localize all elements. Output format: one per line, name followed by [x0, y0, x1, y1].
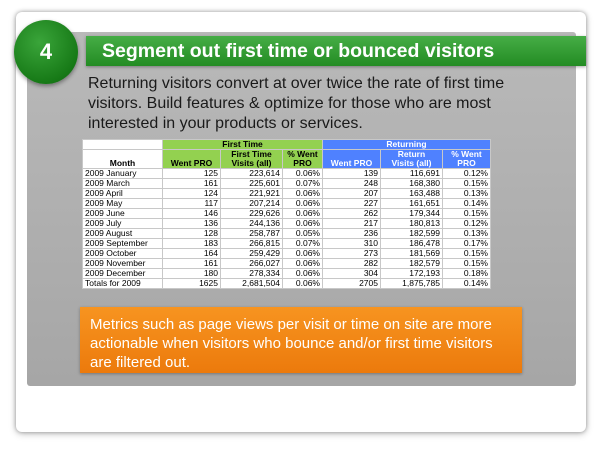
cell-ft-went: 124	[163, 189, 221, 199]
cell-month: 2009 December	[83, 269, 163, 279]
column-header-rt-went-pro: Went PRO	[323, 150, 381, 169]
table-group-header-row	[83, 140, 491, 150]
cell-ft-went: 136	[163, 219, 221, 229]
cell-ft-went: 161	[163, 179, 221, 189]
cell-ft-visits: 229,626	[221, 209, 283, 219]
cell-rt-went: 236	[323, 229, 381, 239]
table-row	[83, 169, 491, 179]
table-row	[83, 209, 491, 219]
cell-rt-went: 227	[323, 199, 381, 209]
cell-ft-visits: 266,815	[221, 239, 283, 249]
cell-ft-pct: 0.06%	[283, 209, 323, 219]
slide-number-badge	[14, 20, 78, 84]
cell-rt-went: 262	[323, 209, 381, 219]
cell-rt-visits: 168,380	[381, 179, 443, 189]
cell-rt-visits: 181,569	[381, 249, 443, 259]
cell-ft-pct: 0.06%	[283, 259, 323, 269]
cell-rt-went: 217	[323, 219, 381, 229]
column-header-rt-visits-line2: Visits (all)	[391, 158, 432, 168]
cell-ft-went: 117	[163, 199, 221, 209]
cell-month: 2009 July	[83, 219, 163, 229]
cell-ft-went: 161	[163, 259, 221, 269]
totals-rt-pct: 0.14%	[443, 279, 491, 289]
cell-month: 2009 August	[83, 229, 163, 239]
column-header-ft-visits	[221, 150, 283, 169]
cell-rt-visits: 182,599	[381, 229, 443, 239]
cell-rt-went: 248	[323, 179, 381, 189]
cell-rt-visits: 161,651	[381, 199, 443, 209]
cell-ft-visits: 259,429	[221, 249, 283, 259]
cell-rt-pct: 0.15%	[443, 259, 491, 269]
cell-month: 2009 April	[83, 189, 163, 199]
cell-ft-went: 128	[163, 229, 221, 239]
visitor-metrics-table	[82, 139, 491, 289]
column-header-month: Month	[83, 150, 163, 169]
cell-ft-visits: 266,027	[221, 259, 283, 269]
cell-ft-visits: 278,334	[221, 269, 283, 279]
column-header-rt-visits-line1: Return	[397, 149, 426, 159]
cell-month: 2009 September	[83, 239, 163, 249]
column-header-ft-visits-line1: First Time	[231, 149, 272, 159]
cell-month: 2009 November	[83, 259, 163, 269]
table-row	[83, 229, 491, 239]
slide-title: Segment out first time or bounced visitors	[86, 36, 586, 66]
totals-ft-pct: 0.06%	[283, 279, 323, 289]
cell-rt-pct: 0.12%	[443, 219, 491, 229]
intro-text: Returning visitors convert at over twice the rate of first time visitors. Build features & optimize for those who are most interested in your products or services.	[88, 75, 505, 132]
cell-ft-pct: 0.06%	[283, 189, 323, 199]
column-header-rt-pct-line1: % Went	[451, 149, 482, 159]
cell-ft-went: 125	[163, 169, 221, 179]
cell-ft-visits: 225,601	[221, 179, 283, 189]
cell-rt-pct: 0.13%	[443, 189, 491, 199]
table-row	[83, 239, 491, 249]
column-header-ft-visits-line2: Visits (all)	[231, 158, 272, 168]
cell-rt-pct: 0.15%	[443, 209, 491, 219]
cell-rt-went: 139	[323, 169, 381, 179]
cell-ft-visits: 223,614	[221, 169, 283, 179]
totals-ft-visits: 2,681,504	[221, 279, 283, 289]
cell-ft-pct: 0.05%	[283, 229, 323, 239]
cell-rt-visits: 172,193	[381, 269, 443, 279]
cell-ft-pct: 0.07%	[283, 179, 323, 189]
table-row	[83, 249, 491, 259]
totals-rt-went: 2705	[323, 279, 381, 289]
table-row	[83, 199, 491, 209]
cell-rt-pct: 0.15%	[443, 179, 491, 189]
cell-ft-pct: 0.06%	[283, 249, 323, 259]
cell-rt-visits: 116,691	[381, 169, 443, 179]
cell-rt-went: 282	[323, 259, 381, 269]
cell-rt-pct: 0.13%	[443, 229, 491, 239]
totals-rt-visits: 1,875,785	[381, 279, 443, 289]
table-row	[83, 189, 491, 199]
table-row	[83, 179, 491, 189]
cell-ft-pct: 0.06%	[283, 219, 323, 229]
cell-rt-pct: 0.12%	[443, 169, 491, 179]
cell-ft-went: 146	[163, 209, 221, 219]
table-row	[83, 269, 491, 279]
callout-box: Metrics such as page views per visit or time on site are more actionable when visitors who bounce and/or first time visitors are filtered out.	[80, 307, 522, 373]
cell-rt-pct: 0.14%	[443, 199, 491, 209]
cell-ft-pct: 0.07%	[283, 239, 323, 249]
slide-number: 4	[39, 39, 53, 64]
cell-rt-pct: 0.15%	[443, 249, 491, 259]
cell-rt-went: 207	[323, 189, 381, 199]
column-header-ft-pct-line2: PRO	[293, 158, 312, 168]
cell-month: 2009 March	[83, 179, 163, 189]
cell-ft-pct: 0.06%	[283, 269, 323, 279]
column-header-rt-visits	[381, 150, 443, 169]
column-header-ft-went-pro: Went PRO	[163, 150, 221, 169]
cell-month: 2009 June	[83, 209, 163, 219]
table-row	[83, 219, 491, 229]
cell-ft-went: 180	[163, 269, 221, 279]
cell-rt-went: 273	[323, 249, 381, 259]
cell-ft-pct: 0.06%	[283, 199, 323, 209]
cell-month: 2009 January	[83, 169, 163, 179]
cell-ft-pct: 0.06%	[283, 169, 323, 179]
totals-label: Totals for 2009	[83, 279, 163, 289]
table-body	[83, 169, 491, 279]
cell-rt-visits: 179,344	[381, 209, 443, 219]
column-header-ft-pct-line1: % Went	[287, 149, 318, 159]
cell-month: 2009 October	[83, 249, 163, 259]
table-row	[83, 259, 491, 269]
cell-rt-went: 310	[323, 239, 381, 249]
cell-month: 2009 May	[83, 199, 163, 209]
cell-ft-visits: 207,214	[221, 199, 283, 209]
cell-rt-pct: 0.18%	[443, 269, 491, 279]
cell-rt-went: 304	[323, 269, 381, 279]
group-header-returning: Returning	[323, 140, 491, 150]
cell-ft-visits: 244,136	[221, 219, 283, 229]
cell-ft-visits: 221,921	[221, 189, 283, 199]
cell-rt-pct: 0.17%	[443, 239, 491, 249]
cell-rt-visits: 163,488	[381, 189, 443, 199]
cell-rt-visits: 186,478	[381, 239, 443, 249]
cell-rt-visits: 182,579	[381, 259, 443, 269]
totals-ft-went: 1625	[163, 279, 221, 289]
column-header-rt-pct-line2: PRO	[457, 158, 476, 168]
totals-row	[83, 279, 491, 289]
header-blank	[83, 140, 163, 150]
cell-ft-went: 164	[163, 249, 221, 259]
column-header-ft-pct	[283, 150, 323, 169]
cell-rt-visits: 180,813	[381, 219, 443, 229]
cell-ft-visits: 258,787	[221, 229, 283, 239]
column-header-rt-pct	[443, 150, 491, 169]
table-column-header-row	[83, 150, 491, 169]
cell-ft-went: 183	[163, 239, 221, 249]
group-header-first-time: First Time	[163, 140, 323, 150]
